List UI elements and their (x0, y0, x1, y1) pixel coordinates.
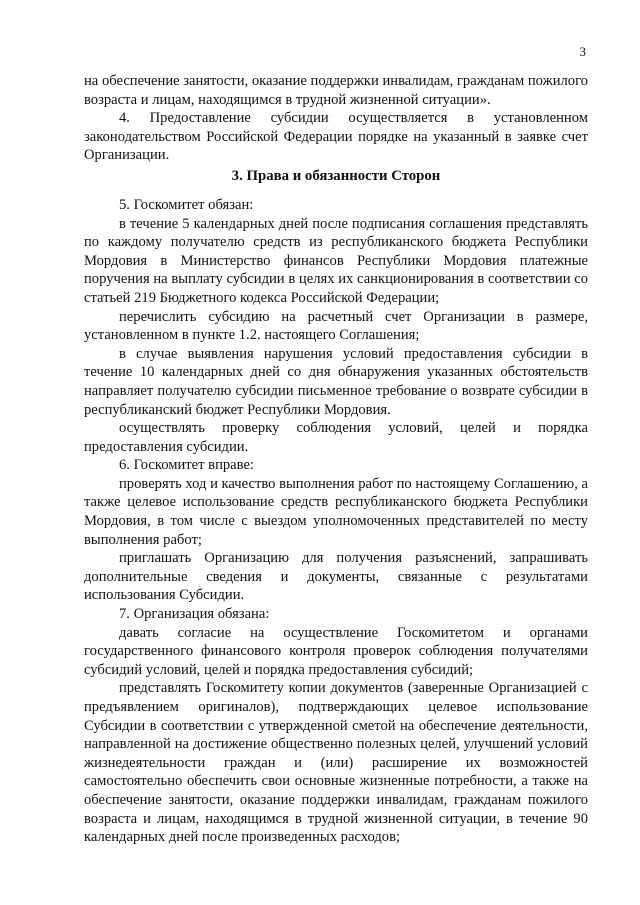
clause-5-heading: 5. Госкомитет обязан: (119, 196, 254, 213)
clause-5-item-1: в течение 5 календарных дней после подписания соглашения представлять по каждому получателю средств из республиканского бюджета Республики Мордовия в Министерство финансов Республики Мордовия платежные поручения на выплату субсидии в целях их санкционирования в соответствии со статьей 219 Бюджетного кодекса Российской Федерации; (84, 215, 588, 306)
paragraph-clause-4: 4. Предоставление субсидии осуществляется в установленном законодательством Российской Федерации порядке на указанный в заявке счет Организации. (84, 110, 588, 164)
paragraph-continuation: на обеспечение занятости, оказание поддержки инвалидам, гражданам пожилого возраста и лицам, находящимся в трудной жизненной ситуации». (84, 73, 588, 108)
clause-7-heading: 7. Организация обязана: (119, 606, 270, 623)
clause-5-item-3: в случае выявления нарушения условий предоставления субсидии в течение 10 календарных дней со дня обнаружения указанных обстоятельств направляет получателю субсидии письменное требование о возврате субсидии в республиканский бюджет Республики Мордовия. (84, 345, 588, 418)
clause-6-item-2: приглашать Организацию для получения разъяснений, запрашивать дополнительные сведения и документы, связанные с результатами использования Субсидии. (84, 550, 588, 604)
document-body (84, 72, 588, 847)
clause-5-item-2: перечислить субсидию на расчетный счет Организации в размере, установленном в пункте 1.2. настоящего Соглашения; (84, 308, 588, 344)
clause-7-item-2: представлять Госкомитету копии документов (заверенные Организацией с предъявлением оригиналов), подтверждающих целевое использование Субсидии в соответствии с утвержденной сметой на обеспечение деятельности, направленной на достижение общественно полезных целей, улучшений условий жизнедеятельности граждан и (или) расширение их возможностей самостоятельно обеспечить свои основные жизненные потребности, а также на обеспечение занятости, оказание поддержки инвалидам, гражданам пожилого возраста и лицам, находящимся в трудной жизненной ситуации, в течение 90 календарных дней после произведенных расходов; (84, 680, 588, 846)
section-title: 3. Права и обязанности Сторон (231, 167, 441, 184)
page-number: 3 (579, 44, 586, 59)
clause-6-item-1: проверять ход и качество выполнения работ по настоящему Соглашению, а также целевое использование средств республиканского бюджета Республики Мордовия, в том числе с выездом уполномоченных представителей по месту выполнения работ; (84, 475, 588, 548)
clause-7-item-1: давать согласие на осуществление Госкомитетом и органами государственного финансового контроля проверок соблюдения получателями субсидий условий, целей и порядка предоставления субсидий; (84, 624, 588, 678)
clause-5-item-4: осуществлять проверку соблюдения условий, целей и порядка предоставления субсидии. (84, 420, 588, 455)
clause-6-heading: 6. Госкомитет вправе: (119, 457, 254, 474)
